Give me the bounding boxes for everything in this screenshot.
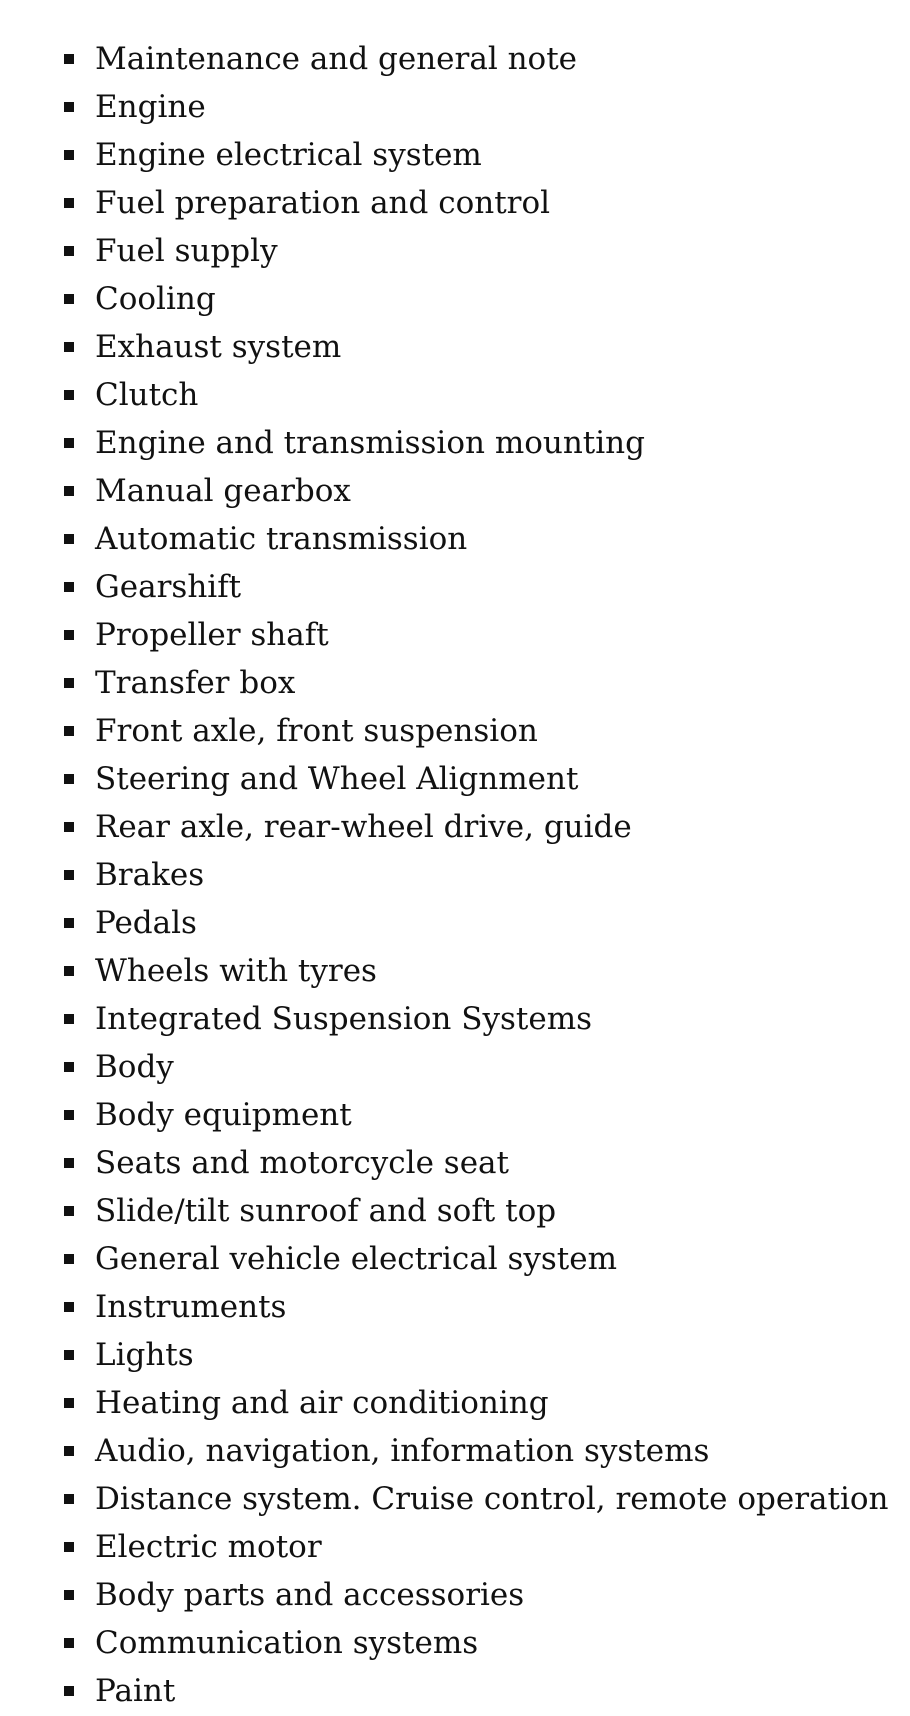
- list-item: [0, 563, 910, 611]
- list-item-label: Fuel supply: [95, 233, 278, 269]
- square-bullet-icon: [64, 342, 74, 352]
- list-item: [0, 947, 910, 995]
- list-item-label: Pedals: [95, 905, 197, 941]
- square-bullet-icon: [64, 486, 74, 496]
- square-bullet-icon: [64, 54, 74, 64]
- square-bullet-icon: [64, 294, 74, 304]
- square-bullet-icon: [64, 1254, 74, 1264]
- list-item: [0, 1235, 910, 1283]
- list-item: [0, 755, 910, 803]
- list-item: [0, 419, 910, 467]
- square-bullet-icon: [64, 630, 74, 640]
- list-item-label: Seats and motorcycle seat: [95, 1145, 509, 1181]
- square-bullet-icon: [64, 726, 74, 736]
- list-item: [0, 1283, 910, 1331]
- list-item: [0, 1619, 910, 1667]
- square-bullet-icon: [64, 1446, 74, 1456]
- list-item-label: Integrated Suspension Systems: [95, 1001, 592, 1037]
- list-item-label: Body equipment: [95, 1097, 352, 1133]
- square-bullet-icon: [64, 390, 74, 400]
- list-item-label: Audio, navigation, information systems: [95, 1433, 710, 1469]
- list-item-label: Manual gearbox: [95, 473, 351, 509]
- list-item: [0, 1475, 910, 1523]
- list-item: [0, 803, 910, 851]
- list-item-label: Fuel preparation and control: [95, 185, 551, 221]
- square-bullet-icon: [64, 966, 74, 976]
- square-bullet-icon: [64, 1206, 74, 1216]
- list-item-label: Body: [95, 1049, 174, 1085]
- list-item: [0, 83, 910, 131]
- square-bullet-icon: [64, 1494, 74, 1504]
- list-item: [0, 1667, 910, 1715]
- list-item-label: Instruments: [95, 1289, 287, 1325]
- square-bullet-icon: [64, 678, 74, 688]
- list-item-label: Engine and transmission mounting: [95, 425, 645, 461]
- list-item: [0, 611, 910, 659]
- list-item-label: Electric motor: [95, 1529, 322, 1565]
- list-item: [0, 707, 910, 755]
- list-item: [0, 179, 910, 227]
- list-item: [0, 1379, 910, 1427]
- list-item: [0, 1043, 910, 1091]
- list-item-label: Steering and Wheel Alignment: [95, 761, 579, 797]
- list-item: [0, 899, 910, 947]
- list-item: [0, 467, 910, 515]
- list-item: [0, 35, 910, 83]
- list-item: [0, 851, 910, 899]
- square-bullet-icon: [64, 246, 74, 256]
- square-bullet-icon: [64, 918, 74, 928]
- square-bullet-icon: [64, 1110, 74, 1120]
- list-item: [0, 659, 910, 707]
- square-bullet-icon: [64, 102, 74, 112]
- list-item: [0, 1523, 910, 1571]
- square-bullet-icon: [64, 1302, 74, 1312]
- square-bullet-icon: [64, 438, 74, 448]
- list-item-label: Slide/tilt sunroof and soft top: [95, 1193, 557, 1229]
- list-item-label: Rear axle, rear-wheel drive, guide: [95, 809, 632, 845]
- list-item: [0, 515, 910, 563]
- list-item-label: Engine: [95, 89, 206, 125]
- list-item: [0, 995, 910, 1043]
- square-bullet-icon: [64, 1158, 74, 1168]
- list-item: [0, 1091, 910, 1139]
- square-bullet-icon: [64, 1350, 74, 1360]
- list-item: [0, 1427, 910, 1475]
- list-item-label: Engine electrical system: [95, 137, 482, 173]
- square-bullet-icon: [64, 534, 74, 544]
- list-item-label: Clutch: [95, 377, 199, 413]
- category-list: [0, 35, 910, 1715]
- list-item-label: Lights: [95, 1337, 194, 1373]
- list-item-label: Transfer box: [95, 665, 296, 701]
- square-bullet-icon: [64, 1062, 74, 1072]
- list-item-label: Communication systems: [95, 1625, 479, 1661]
- square-bullet-icon: [64, 870, 74, 880]
- list-item: [0, 131, 910, 179]
- list-item-label: Propeller shaft: [95, 617, 329, 653]
- square-bullet-icon: [64, 1542, 74, 1552]
- list-item-label: Brakes: [95, 857, 205, 893]
- square-bullet-icon: [64, 1014, 74, 1024]
- square-bullet-icon: [64, 1590, 74, 1600]
- list-item-label: General vehicle electrical system: [95, 1241, 618, 1277]
- list-item-label: Gearshift: [95, 569, 242, 605]
- list-item-label: Paint: [95, 1673, 176, 1709]
- list-item: [0, 1139, 910, 1187]
- square-bullet-icon: [64, 198, 74, 208]
- list-item-label: Wheels with tyres: [95, 953, 377, 989]
- list-item-label: Maintenance and general note: [95, 41, 578, 77]
- square-bullet-icon: [64, 1686, 74, 1696]
- list-item-label: Exhaust system: [95, 329, 342, 365]
- square-bullet-icon: [64, 1638, 74, 1648]
- list-item-label: Body parts and accessories: [95, 1577, 525, 1613]
- list-item: [0, 323, 910, 371]
- list-item: [0, 1187, 910, 1235]
- square-bullet-icon: [64, 150, 74, 160]
- list-item-label: Cooling: [95, 281, 216, 317]
- list-item-label: Automatic transmission: [95, 521, 468, 557]
- square-bullet-icon: [64, 1398, 74, 1408]
- list-item: [0, 1331, 910, 1379]
- list-item-label: Heating and air conditioning: [95, 1385, 549, 1421]
- list-item: [0, 371, 910, 419]
- list-item: [0, 275, 910, 323]
- list-item: [0, 227, 910, 275]
- list-item-label: Front axle, front suspension: [95, 713, 538, 749]
- square-bullet-icon: [64, 822, 74, 832]
- square-bullet-icon: [64, 582, 74, 592]
- list-item-label: Distance system. Cruise control, remote operation: [95, 1481, 889, 1517]
- list-item: [0, 1571, 910, 1619]
- square-bullet-icon: [64, 774, 74, 784]
